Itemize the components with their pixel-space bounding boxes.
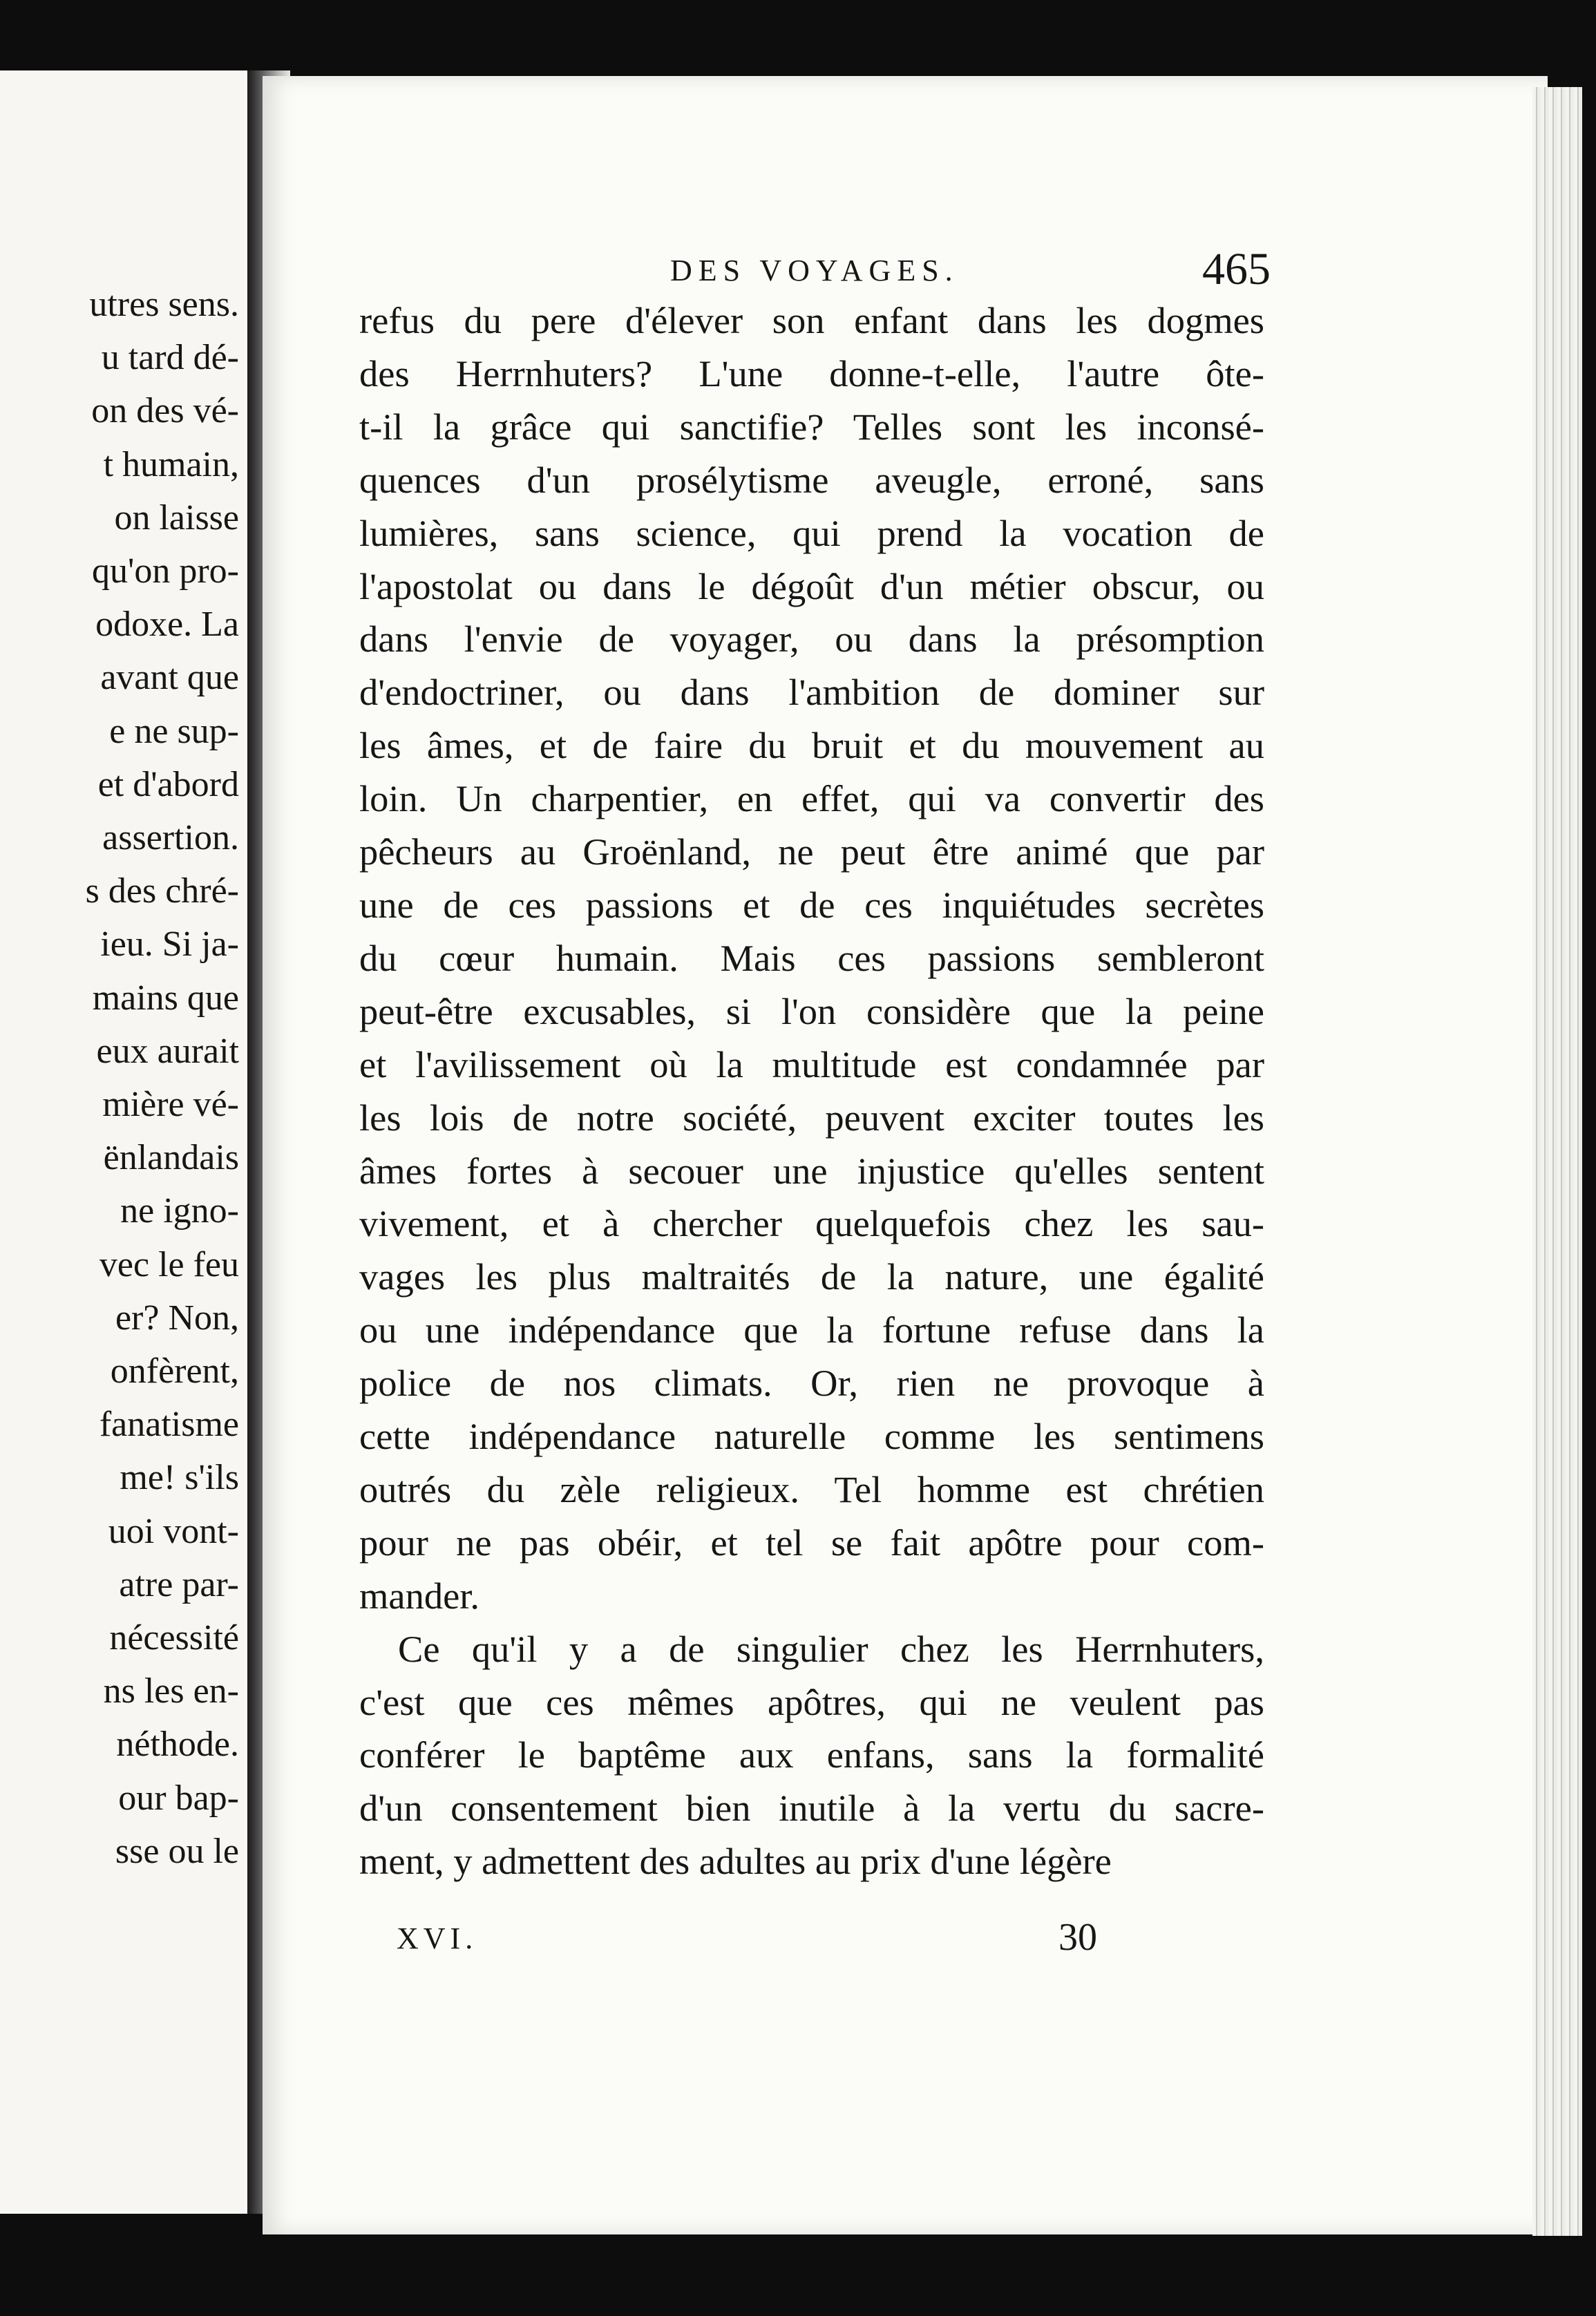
left-text-line: utres sens.: [89, 285, 239, 324]
body-text: [359, 294, 1264, 1888]
left-text-line: sse ou le: [115, 1831, 239, 1871]
left-text-line: assertion.: [102, 818, 239, 858]
left-text-line: néthode.: [116, 1725, 239, 1765]
left-text-line: qu'on pro-: [91, 551, 239, 591]
left-text-line: mière vé-: [102, 1085, 239, 1125]
left-page: [0, 70, 247, 2214]
left-text-line: er? Non,: [115, 1298, 239, 1338]
left-text-line: atre par-: [119, 1564, 239, 1604]
body-text-line: quences d'un prosélytisme aveugle, erroné, sans: [359, 458, 1264, 501]
body-text-line: peut-être excusables, si l'on considère que la peine: [359, 989, 1264, 1032]
body-text-line: outrés du zèle religieux. Tel homme est chrétien: [359, 1468, 1264, 1510]
body-text-line: mander.: [359, 1574, 480, 1617]
left-page-text: [86, 278, 239, 1878]
left-text-line: avant que: [100, 658, 239, 698]
body-text-line: vages les plus maltraités de la nature, une égalité: [359, 1255, 1264, 1298]
left-text-line: me! s'ils: [120, 1458, 239, 1498]
body-text-line: loin. Un charpentier, en effet, qui va convertir des: [359, 777, 1264, 820]
left-text-line: onfèrent,: [110, 1351, 239, 1392]
left-text-line: u tard dé-: [101, 338, 239, 378]
body-text-line: pêcheurs au Groënland, ne peut être animé que par: [359, 830, 1264, 873]
body-text-line: refus du pere d'élever son enfant dans les dogmes: [359, 299, 1264, 341]
left-text-line: uoi vont-: [108, 1511, 239, 1551]
body-text-line: d'un consentement bien inutile à la vertu du sacre-: [359, 1787, 1264, 1830]
left-text-line: e ne sup-: [109, 711, 239, 751]
body-text-line: du cœur humain. Mais ces passions sembleront: [359, 936, 1264, 979]
left-text-line: ënlandais: [103, 1138, 239, 1178]
left-text-line: eux aurait: [96, 1031, 239, 1071]
body-text-line: police de nos climats. Or, rien ne provoque à: [359, 1362, 1264, 1405]
body-text-line: d'endoctriner, ou dans l'ambition de dominer sur: [359, 671, 1264, 714]
body-text-line: Ce qu'il y a de singulier chez les Herrnhuters,: [398, 1627, 1264, 1670]
body-text-line: et l'avilissement où la multitude est condamnée par: [359, 1043, 1264, 1085]
body-text-line: une de ces passions et de ces inquiétudes secrètes: [359, 883, 1264, 926]
body-text-line: pour ne pas obéir, et tel se fait apôtre pour com-: [359, 1521, 1264, 1564]
left-text-line: ieu. Si ja-: [100, 924, 239, 965]
body-text-line: âmes fortes à secouer une injustice qu'elles sentent: [359, 1149, 1264, 1192]
left-text-line: our bap-: [118, 1778, 239, 1818]
folio: 30: [1058, 1916, 1097, 1959]
page-edges: [1532, 87, 1582, 2236]
left-text-line: fanatisme: [99, 1405, 239, 1445]
body-text-line: conférer le baptême aux enfans, sans la formalité: [359, 1734, 1264, 1776]
body-text-line: ou une indépendance que la fortune refuse dans la: [359, 1309, 1264, 1351]
body-text-line: dans l'envie de voyager, ou dans la présomption: [359, 618, 1264, 661]
left-text-line: nécessité: [109, 1618, 239, 1658]
body-text-line: t-il la grâce qui sanctifie? Telles sont les inconsé-: [359, 405, 1264, 448]
left-text-line: on des vé-: [91, 391, 239, 431]
signature-mark: XVI.: [397, 1921, 478, 1955]
body-text-line: cette indépendance naturelle comme les sentimens: [359, 1415, 1264, 1458]
running-head: DES VOYAGES.: [670, 254, 959, 287]
body-text-line: les lois de notre société, peuvent exciter toutes les: [359, 1096, 1264, 1139]
left-text-line: s des chré-: [85, 871, 239, 911]
left-text-line: vec le feu: [99, 1244, 239, 1284]
left-text-line: mains que: [92, 978, 239, 1018]
body-text-line: l'apostolat ou dans le dégoût d'un métier obscur, ou: [359, 564, 1264, 607]
body-text-line: c'est que ces mêmes apôtres, qui ne veulent pas: [359, 1680, 1264, 1723]
body-text-line: lumières, sans science, qui prend la vocation de: [359, 511, 1264, 554]
body-text-line: les âmes, et de faire du bruit et du mouvement au: [359, 724, 1264, 767]
left-text-line: et d'abord: [97, 764, 239, 804]
body-text-line: ment, y admettent des adultes au prix d'une légère: [359, 1840, 1112, 1883]
left-text-line: t humain,: [103, 444, 239, 484]
left-text-line: on laisse: [114, 497, 239, 538]
body-text-line: des Herrnhuters? L'une donne-t-elle, l'autre ôte-: [359, 352, 1264, 395]
page-number: 465: [1202, 244, 1271, 294]
left-text-line: ne igno-: [120, 1191, 239, 1231]
left-text-line: odoxe. La: [95, 605, 239, 645]
left-text-line: ns les en-: [103, 1671, 239, 1711]
body-text-line: vivement, et à chercher quelquefois chez les sau-: [359, 1202, 1264, 1245]
